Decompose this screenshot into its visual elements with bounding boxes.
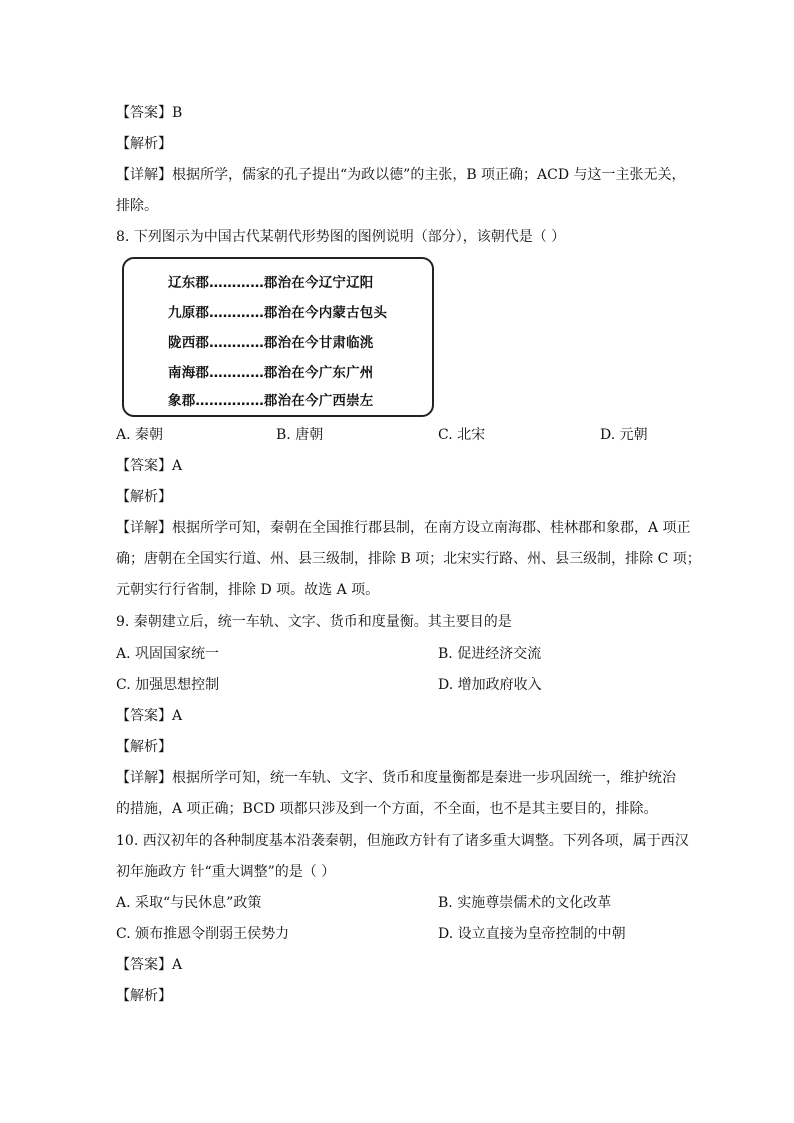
legend-row: 九原郡…………郡治在今内蒙古包头	[168, 305, 388, 321]
q8-option-c: C. 北宋	[438, 427, 486, 443]
q9-option-a: A. 巩固国家统一	[116, 646, 220, 662]
q10-option-d: D. 设立直接为皇帝控制的中朝	[438, 926, 626, 942]
legend-row: 象郡……………郡治在今广西崇左	[168, 393, 374, 409]
analysis-heading-8: 【解析】	[116, 489, 172, 505]
detail-8-line1: 【详解】根据所学可知，秦朝在全国推行郡县制，在南方设立南海郡、桂林郡和象郡，A 项正	[116, 520, 691, 536]
question-9: 9. 秦朝建立后，统一车轨、文字、货币和度量衡。其主要目的是	[116, 614, 512, 630]
detail-9-line2: 的措施，A 项正确；BCD 项都只涉及到一个方面，不全面，也不是其主要目的，排除。	[116, 801, 658, 817]
detail-prev-line1: 【详解】根据所学，儒家的孔子提出“为政以德”的主张，B 项正确；ACD 与这一主张无关，	[116, 167, 686, 183]
q9-option-d: D. 增加政府收入	[438, 677, 542, 693]
answer-10: 【答案】A	[116, 957, 183, 973]
question-8: 8. 下列图示为中国古代某朝代形势图的图例说明（部分），该朝代是（ ）	[116, 229, 566, 245]
question-10-line1: 10. 西汉初年的各种制度基本沿袭秦朝，但施政方针有了诸多重大调整。下列各项，属于西汉	[116, 833, 689, 849]
legend-row: 南海郡…………郡治在今广东广州	[168, 365, 374, 381]
analysis-heading-prev: 【解析】	[116, 136, 172, 152]
legend-row: 陇西郡…………郡治在今甘肃临洮	[168, 335, 374, 351]
detail-prev-line2: 排除。	[116, 198, 158, 214]
q8-option-b: B. 唐朝	[276, 427, 324, 443]
legend-row: 辽东郡…………郡治在今辽宁辽阳	[168, 275, 374, 291]
q8-option-a: A. 秦朝	[116, 427, 164, 443]
answer-8: 【答案】A	[116, 458, 183, 474]
q10-option-b: B. 实施尊崇儒术的文化改革	[438, 895, 612, 911]
question-10-line2: 初年施政方 针“重大调整”的是（ ）	[116, 864, 336, 880]
answer-9: 【答案】A	[116, 708, 183, 724]
analysis-heading-9: 【解析】	[116, 739, 172, 755]
answer-prev: 【答案】B	[116, 105, 183, 121]
detail-8-line2: 确；唐朝在全国实行道、州、县三级制，排除 B 项；北宋实行路、州、县三级制，排除 C 项；	[116, 551, 701, 567]
q10-option-a: A. 采取“与民休息”政策	[116, 895, 262, 911]
detail-9-line1: 【详解】根据所学可知，统一车轨、文字、货币和度量衡都是秦进一步巩固统一，维护统治	[116, 770, 676, 786]
q9-option-c: C. 加强思想控制	[116, 677, 220, 693]
map-legend-box	[122, 257, 434, 417]
q8-option-d: D. 元朝	[600, 427, 648, 443]
q10-option-c: C. 颁布推恩令削弱王侯势力	[116, 926, 290, 942]
detail-8-line3: 元朝实行行省制，排除 D 项。故选 A 项。	[116, 582, 380, 598]
q9-option-b: B. 促进经济交流	[438, 646, 542, 662]
analysis-heading-10: 【解析】	[116, 988, 172, 1004]
